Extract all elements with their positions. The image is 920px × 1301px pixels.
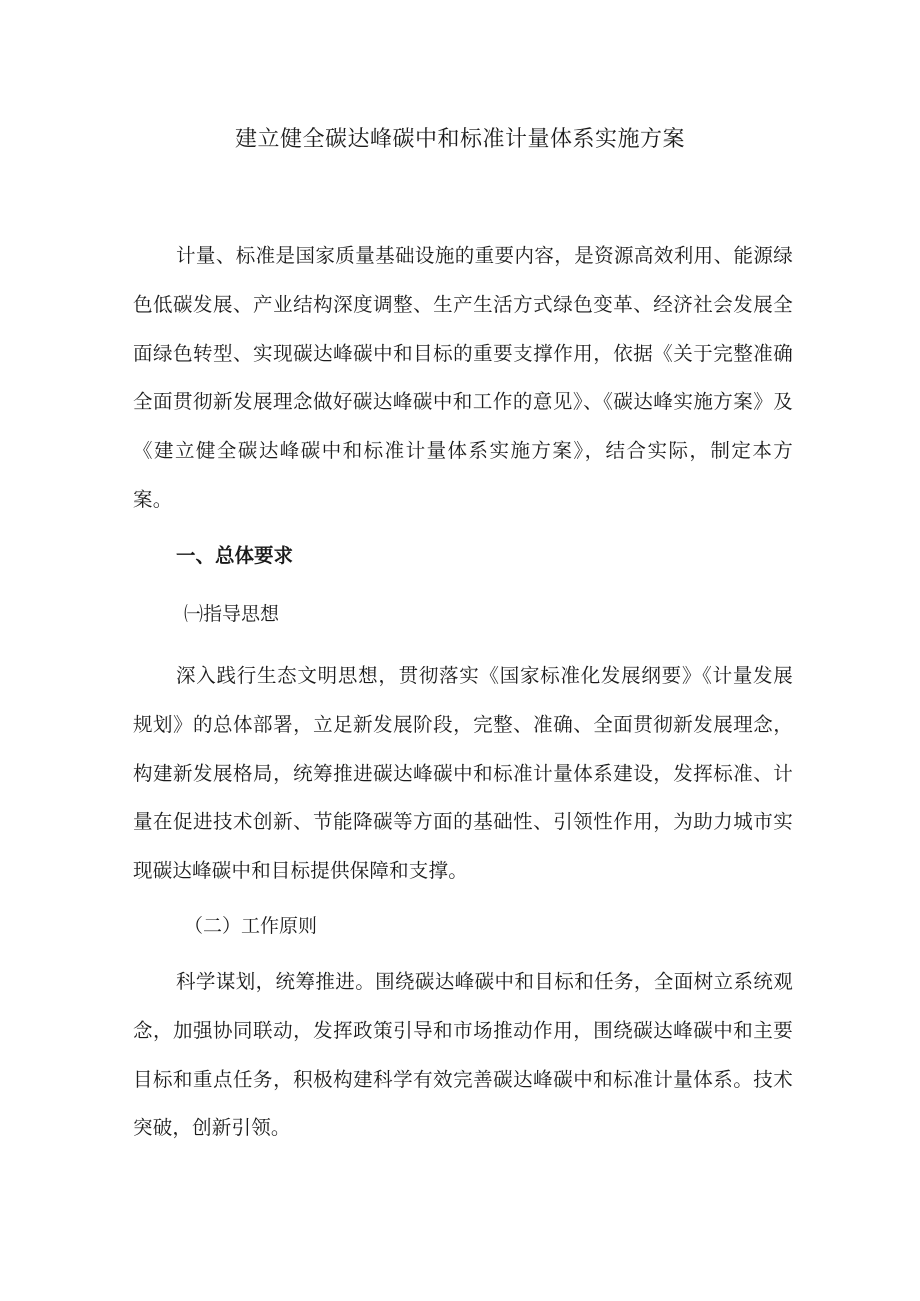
subheading-guiding-ideology: ㈠指导思想 [184,603,280,625]
subheading-working-principles: （二）工作原则 [184,915,318,937]
working-principles-paragraph: 科学谋划，统筹推进。围绕碳达峰碳中和目标和任务，全面树立系统观念，加强协同联动，发挥政策引导和市场推动作用，围绕碳达峰碳中和主要目标和重点任务，积极构建科学有效完善碳达峰碳中和标准计量体系。技术突破，创新引领。 [133,970,793,1140]
intro-paragraph: 计量、标准是国家质量基础设施的重要内容，是资源高效利用、能源绿色低碳发展、产业结构深度调整、生产生活方式绿色变革、经济社会发展全面绿色转型、实现碳达峰碳中和目标的重要支撑作用，依据《关于完整准确全面贯彻新发展理念做好碳达峰碳中和工作的意见》、《碳达峰实施方案》及《建立健全碳达峰碳中和标准计量体系实施方案》，结合实际，制定本方案。 [133,244,793,511]
section-heading-general-requirements: 一、总体要求 [176,544,294,567]
document-title: 建立健全碳达峰碳中和标准计量体系实施方案 [234,127,685,152]
guiding-ideology-paragraph: 深入践行生态文明思想，贯彻落实《国家标准化发展纲要》《计量发展规划》的总体部署，立足新发展阶段，完整、准确、全面贯彻新发展理念，构建新发展格局，统筹推进碳达峰碳中和标准计量体系建设，发挥标准、计量在促进技术创新、节能降碳等方面的基础性、引领性作用，为助力城市实现碳达峰碳中和目标提供保障和支撑。 [133,664,793,883]
